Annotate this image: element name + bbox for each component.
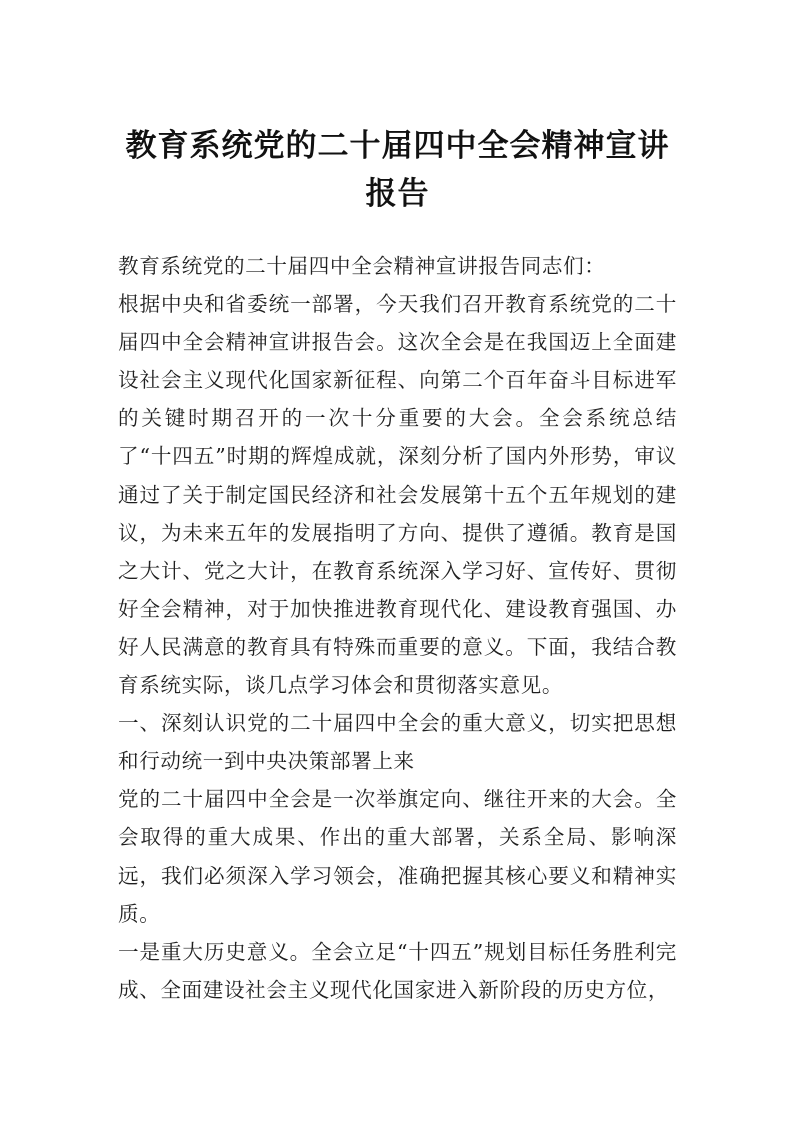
paragraph-salutation: 教育系统党的二十届四中全会精神宣讲报告同志们： bbox=[118, 254, 606, 278]
paragraph-historical-significance: 一是重大历史意义。全会立足“十四五”规划目标任务胜利完成、全面建设社会主义现代化国家进入新阶段的历史方位， bbox=[118, 939, 677, 1002]
document-title: 教育系统党的二十届四中全会精神宣讲报告 bbox=[125, 128, 670, 212]
paragraph-introduction: 根据中央和省委统一部署，今天我们召开教育系统党的二十届四中全会精神宣讲报告会。这次全会是在我国迈上全面建设社会主义现代化国家新征程、向第二个百年奋斗目标进军的关键时期召开的一次十分重要的大会。全会系统总结了“十四五”时期的辉煌成就，深刻分析了国内外形势，审议通过了关于制定国民经济和社会发展第十五个五年规划的建议，为未来五年的发展指明了方向、提供了遵循。教育是国之大计、党之大计，在教育系统深入学习好、宣传好、贯彻好全会精神，对于加快推进教育现代化、建设教育强国、办好人民满意的教育具有特殊而重要的意义。下面，我结合教育系统实际，谈几点学习体会和贯彻落实意见。 bbox=[118, 292, 677, 698]
document-body bbox=[118, 247, 677, 1009]
paragraph-section-1-intro: 党的二十届四中全会是一次举旗定向、继往开来的大会。全会取得的重大成果、作出的重大部署，关系全局、影响深远，我们必须深入学习领会，准确把握其核心要义和精神实质。 bbox=[118, 787, 677, 926]
section-heading-1: 一、深刻认识党的二十届四中全会的重大意义，切实把思想和行动统一到中央决策部署上来 bbox=[118, 711, 677, 774]
